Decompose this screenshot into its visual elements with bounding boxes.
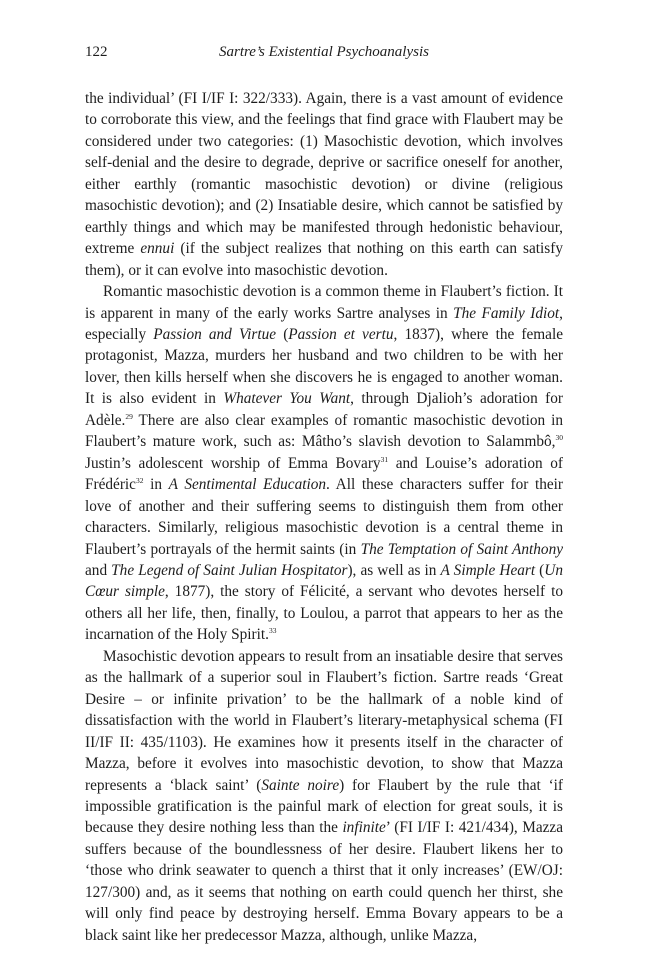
- footnote-ref: 32: [135, 476, 144, 486]
- work-title: A Sentimental Education: [168, 476, 327, 494]
- work-title: A Simple Heart: [440, 561, 536, 579]
- work-title: The Temptation of Saint Anthony: [360, 540, 564, 558]
- text-run: Masochistic devotion appears to result from an insatiable desire that serves as the hallmark of a superior soul in Flaubert’s fiction. Sartre reads ‘Great Desire – or infinite privation’ to be the hallmark of a noble kind of dissatisfaction with the world in Flaubert’s literary-metaphysical schema (FI II/IF II: 435/1103). He examines how it presents itself in the character of Mazza, before it evolves into masochistic devotion, to show that Mazza represents a ‘black saint’ (: [85, 647, 563, 794]
- paragraph-1: [85, 88, 563, 281]
- text-run: , through Djalioh’s adoration for Adèle.: [85, 390, 563, 429]
- work-title: Un Cœur simple: [85, 561, 563, 601]
- text-run: . All these characters suffer for their love of another and their suffering seems to distinguish them from other characters. Similarly, religious masochistic devotion is a central theme in Flaubert’s portrayals of the hermit saints (in: [85, 476, 564, 558]
- text-run: (if the subject realizes that nothing on this earth can satisfy them), or it can evolve into masochistic devotion.: [85, 240, 563, 279]
- text-run: ), as well as in: [347, 561, 441, 579]
- work-title: Passion and Virtue: [153, 325, 277, 343]
- footnote-ref: 31: [380, 454, 389, 464]
- text-run: , 1837), where the female protagonist, Mazza, murders her husband and two children to be with her lover, then kills herself when she discovers he is engaged to another woman. It is also evident in: [85, 325, 564, 408]
- text-run: There are also clear examples of romantic masochistic devotion in Flaubert’s mature work, such as: Mâtho’s slavish devotion to Salammbô,: [85, 411, 563, 451]
- page-number: 122: [85, 44, 108, 60]
- text-run: (: [535, 561, 545, 579]
- footnote-ref: 33: [268, 626, 277, 636]
- text-run: (: [276, 325, 289, 343]
- footnote-ref: 30: [555, 433, 563, 443]
- text-run: , especially: [85, 304, 563, 343]
- running-head: [85, 44, 563, 68]
- italic-term: ennui: [140, 240, 175, 258]
- text-run: and: [85, 561, 112, 579]
- work-title: The Family Idiot: [453, 304, 560, 322]
- work-title: Whatever You Want: [223, 390, 351, 408]
- work-title: Passion et vertu: [288, 325, 394, 343]
- body-text: [85, 88, 563, 946]
- text-run: , 1877), the story of Félicité, a servant who devotes herself to others all her life, then, finally, to Loulou, a parrot that appears to her as the incarnation of the Holy Spirit.: [85, 583, 563, 644]
- text-run: and Louise’s adoration of Frédéric: [85, 454, 564, 494]
- paragraph-3: [85, 646, 563, 946]
- work-title: The Legend of Saint Julian Hospitator: [111, 561, 348, 579]
- text-run: Romantic masochistic devotion is a common theme in Flaubert’s fiction. It is apparent in many of the early works Sartre analyses in: [85, 283, 563, 322]
- paragraph-2: [85, 281, 563, 646]
- text-run: the individual’ (FI I/IF I: 322/333). Again, there is a vast amount of evidence to corroborate this view, and the feelings that find grace with Flaubert may be considered under two categories: (1) Masochistic devotion, which involves self-denial and the desire to degrade, deprive or sacrifice oneself for another, either earthly (romantic masochistic devotion) or divine (religious masochistic devotion); and (2) Insatiable desire, which cannot be satisfied by earthly things and which may be manifested through hedonistic behaviour, extreme: [85, 90, 563, 258]
- italic-term: Sainte noire: [261, 776, 340, 794]
- text-run: in: [143, 476, 169, 494]
- footnote-ref: 29: [125, 411, 133, 421]
- text-run: Justin’s adolescent worship of Emma Bovary: [85, 454, 381, 472]
- italic-term: infinite: [342, 819, 386, 837]
- running-title: Sartre’s Existential Psychoanalysis: [219, 44, 429, 60]
- text-run: ’ (FI I/IF I: 421/434), Mazza suffers because of the boundlessness of her desire. Flaubert likens her to ‘those who drink seawater to quench a thirst that it only increases’ (EW/OJ: 127/300) and, as it seems that nothing on earth could quench her thirst, she will only find peace by destroying herself. Emma Bovary appears to be a black saint like her predecessor Mazza, although, unlike Mazza,: [85, 819, 564, 944]
- text-run: ) for Flaubert by the rule that ‘if impossible gratification is the painful mark of election for great souls, it is because they desire nothing less than the: [85, 776, 564, 837]
